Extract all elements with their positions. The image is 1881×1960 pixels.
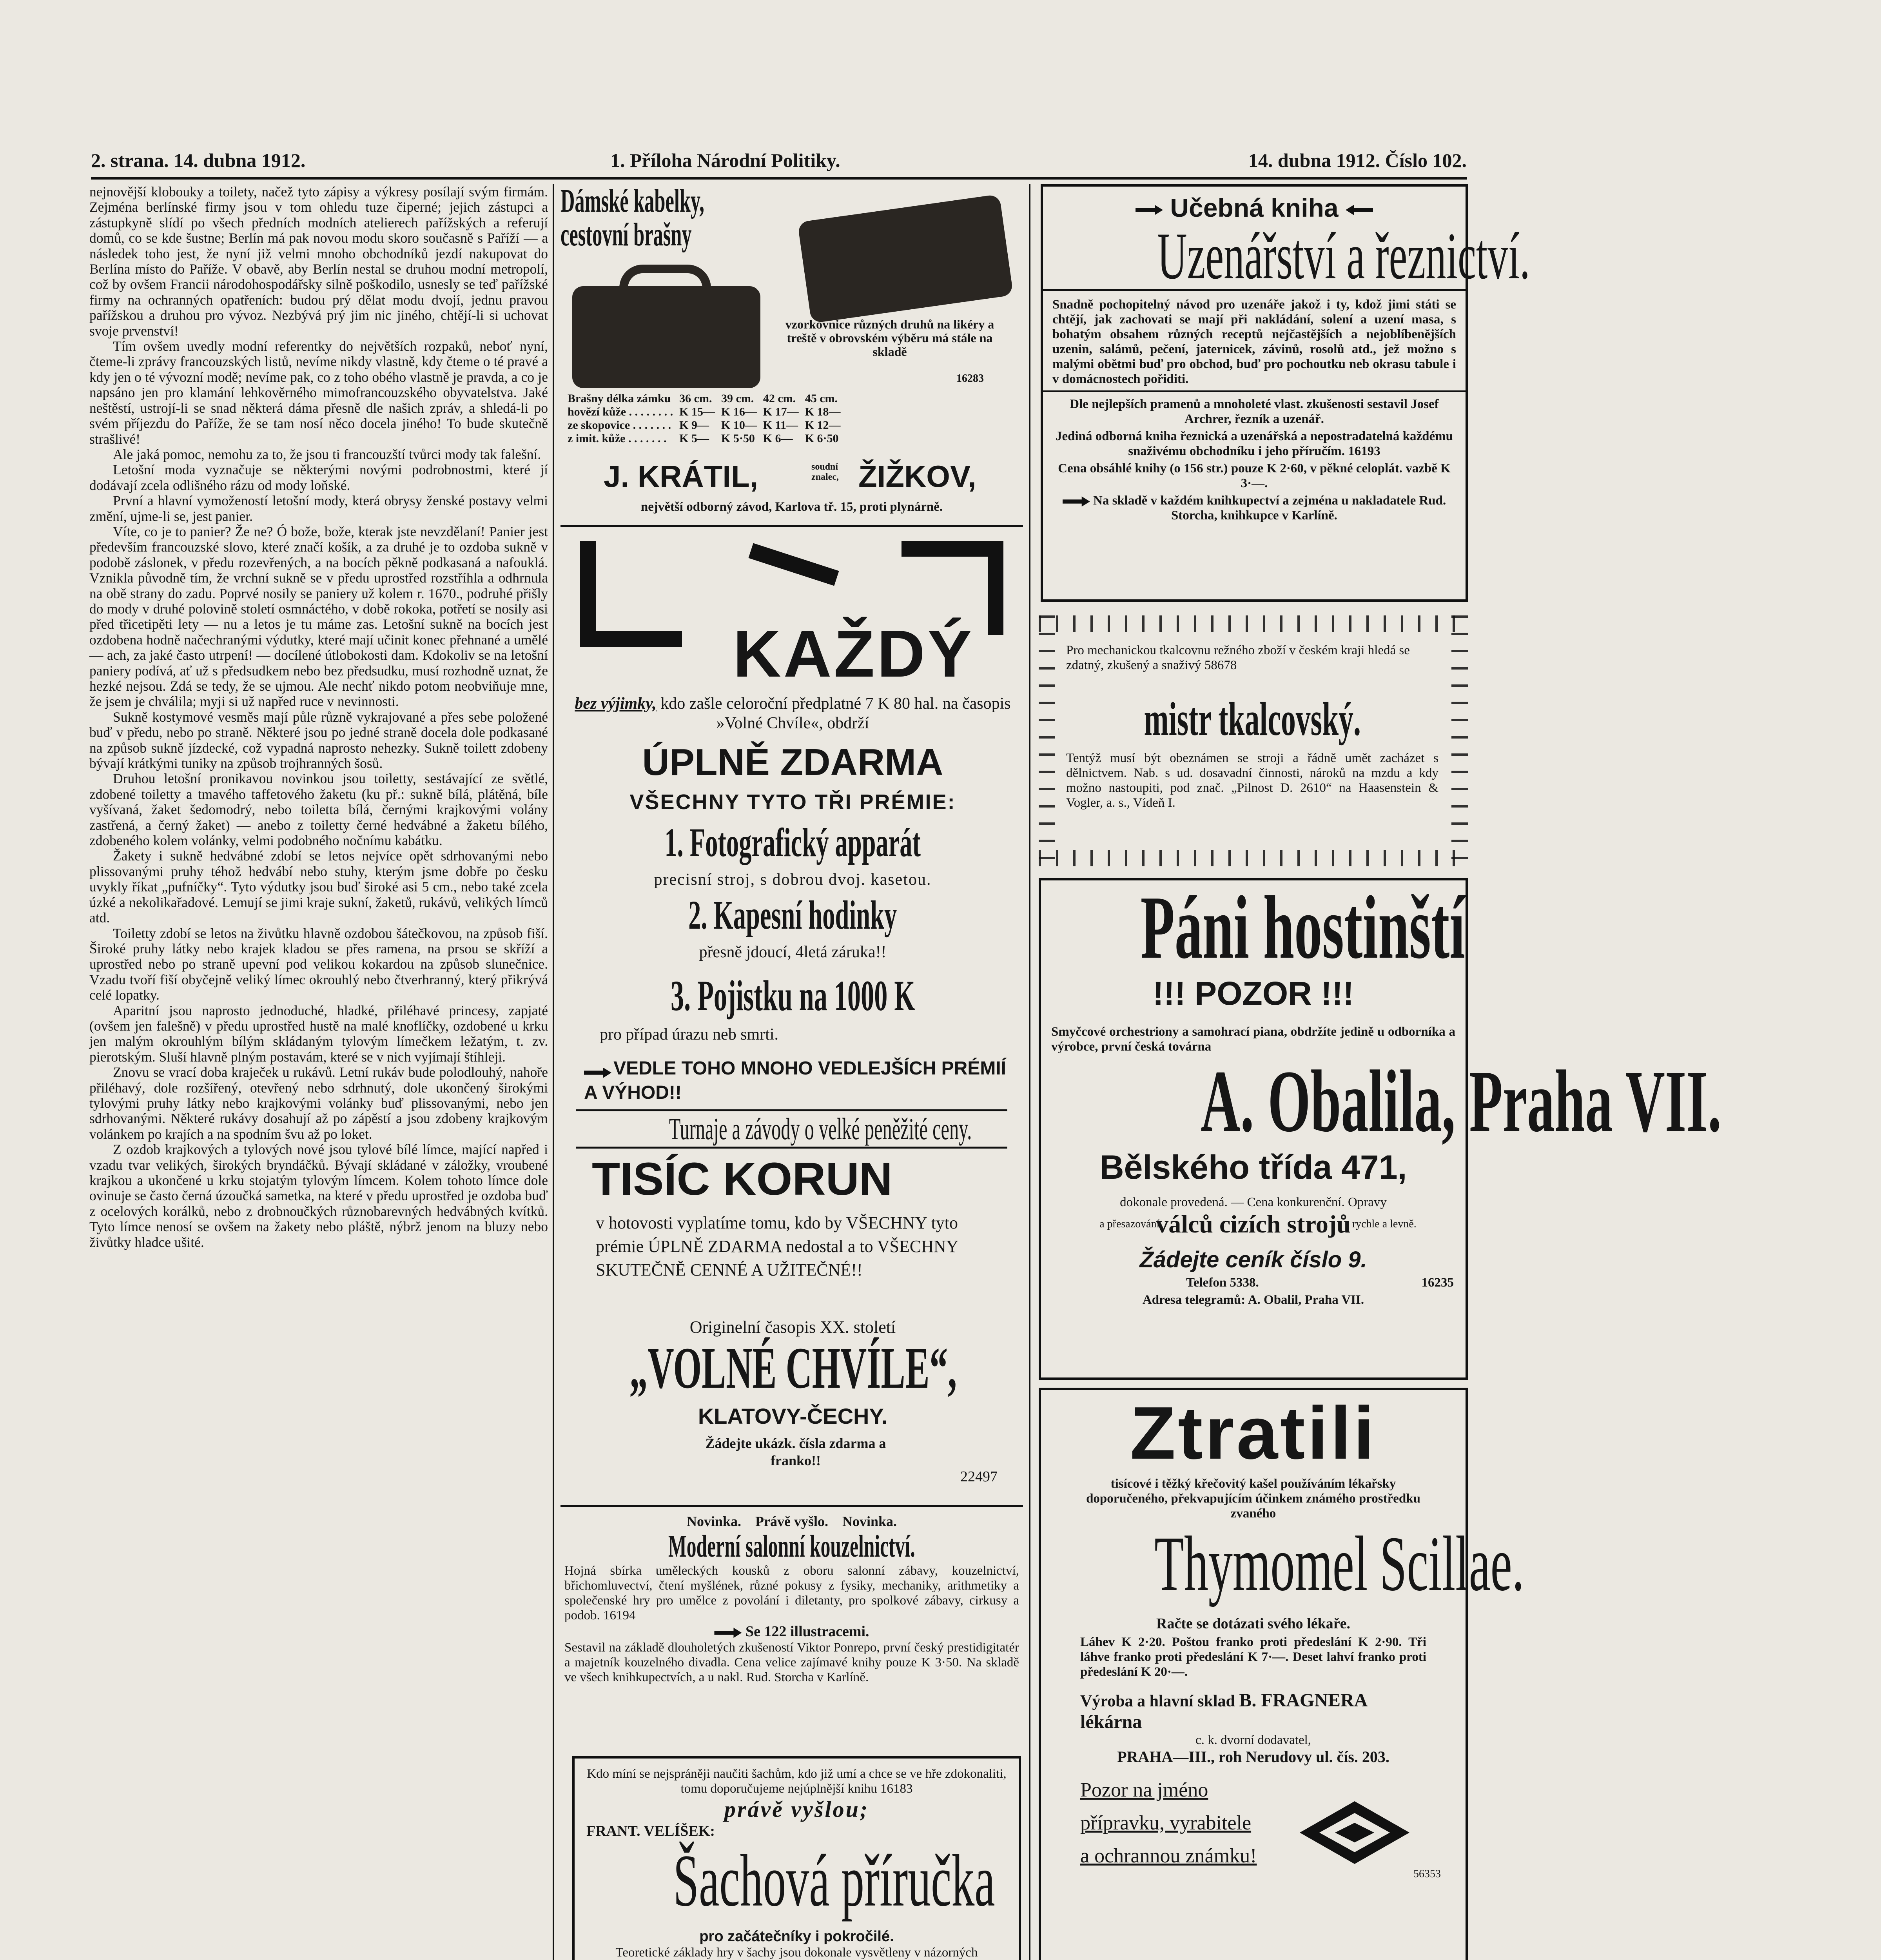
ad-obalil (1039, 877, 1721, 1380)
ad-bags-code: 16283 (956, 372, 984, 385)
ad-obalil-code: 16235 (1421, 1276, 1454, 1290)
article-paragraph: Druhou letošní pronikavou novinkou jsou toiletty, sestávající ze světlé, zdobené toiletty a tmavého taffetového žaketu (ku př.: sukně bílá, plátěná, bíle vyšívaná, žaket šedomodrý, nebo toiletta bílá, černými krajkovými volány zastřená, a černý žaket) — anebo z toiletty černé hedvábné a žaketu bílého, zdobeného kolem volánky, velmi podobného nočnímu kabátku. (89, 771, 548, 849)
ad-kazdy-prize2-sub: přesně jdoucí, 4letá záruka!! (699, 943, 887, 961)
ad-ztratil-product: Thymomel Scillae. (1154, 1521, 1524, 1607)
article-paragraph: nejnovější klobouky a toilety, načež tyto zápisy a výkresy posílají svým firmám. Zejména berlínské firmy jsou v tom ohledu tuze čiperné; jejich zástupci a zástupkyně slídí po všech předních modních atelierech pařížských a referují domů, co se kde šustne; Berlín má pak novou modu skoro současně s Paříží — a následek toho jest, že nyní již velmi mnoho obchodníků jezdí nakupovat do Berlína místo do Paříže. V obavě, aby Berlín nestal se druhou modní metropolí, což by ovšem Francii národohospodářsky silně poškodilo, usnesly se teď pařížské firmy na ochranných opatřeních: budou prý dělat modu dvojí, jednu pravou pařížskou a druhou pro vývoz. Nezbývá prý jim nic jiného, chtějí-li si uchovat svoje prvenství! (89, 184, 548, 339)
ad-ztratil-addr: PRAHA—III., roh Nerudovy ul. čís. 203. (1117, 1748, 1389, 1766)
ad-bags-price-table (564, 392, 844, 445)
article-paragraph: Sukně kostymové vesměs mají půle různě vykrajované a přes sebe položené buď v předu, nebo po straně. Některé jsou po jedné straně docela dole podkasané na způsob sukně jízdecké, což vypadná naprosto nehezky. Sukně toilett zdobeny bývají krátkými tuniky na způsob trojhranných šosů. (89, 709, 548, 771)
pointing-hand-icon (1063, 496, 1090, 506)
ad-kazdy-contests: Turnaje a závody o velké peněžité ceny. (669, 1112, 972, 1146)
ad-tkalc-title: mistr tkalcovský. (1144, 693, 1361, 746)
ad-bags-maker: J. KRÁTIL, (604, 459, 758, 494)
ad-obalil-pozor: !!! POZOR !!! (1152, 975, 1354, 1012)
price-cell: z imit. kůže . . . . . . . (568, 432, 667, 445)
ad-kazdy-prize3-sub: pro případ úrazu neb smrti. (600, 1025, 779, 1044)
price-cell: K 16— (721, 405, 757, 418)
ad-kazdy-cash: v hotovosti vyplatíme tomu, kdo by VŠECHNY tyto prémie ÚPLNĚ ZDARMA nedostal a to VŠECHNY SKUTEČNĚ CENNÉ A UŽITEČNÉ!! (596, 1213, 958, 1279)
pointing-hand-icon (1135, 205, 1163, 215)
ad-kazdy-prize1-sub: precisní stroj, s dobrou dvoj. kasetou. (654, 871, 932, 889)
ad-tkalc-intro: Pro mechanickou tkalcovnu režného zboží v českém kraji hledá se zdatný, zkušený a snaživý (1066, 643, 1410, 672)
ad-obalil-title: Páni hostinští (1140, 877, 1465, 977)
ad-bags-maker-note: soudní znalec, (811, 462, 839, 482)
ad-sach (572, 1756, 1021, 1960)
ad-sach-intro: Kdo míní se nejspráněji naučiti šachům, kdo již umí a chce se ve hře zdokonaliti, tomu doporučujeme nejúplnější knihu (587, 1767, 1007, 1796)
column-rule-2 (1029, 184, 1030, 1960)
article-paragraph: Víte, co je to panier? Že ne? Ó bože, bože, kterak jste nevzdělaní! Panier jest především francouzské slovo, které značí košík, a za druhé je to ozdoba sukně v podobě záslonek, v předu rozevřených, a na bocích pěkně podkasaná a nafouklá. Vznikla původně tím, že vrchní sukně se v předu uprostřed rozstříhla a odhrnula na obě strany do zadu. Poprvé nosily se paniery už kolem r. 1670., podruhé přišly do mody v druhé polovině století osmnáctého, v době rokoka, potřetí se nosily asi před třicetipěti lety — nu a letos je tu máme zas. Letošní sukně na bocích jest ozdobena hodně načechranými výdutky, které mají učinit konec přehnané a umělé — ach, za jaké často utrpení! — docílené útlobokosti dam. Kdokoliv se na letošní paniery podívá, ať už s předsudkem nebo bez předsudku, musí rozhodně uznat, že hezké nejsou. Zdá se tedy, že se ujmou. Ale nechť nikdo potom neobviňuje mne, že jsem je chválila; myji si už napřed ruce v nevinnosti. (89, 523, 548, 710)
bag-large-image (797, 194, 1013, 323)
ad-ztratil-maker2: B. FRAGNERA lékárna (1080, 1690, 1367, 1732)
header-left: 2. strana. 14. dubna 1912. (91, 149, 306, 171)
ad-obalil-ask: Žádejte ceník číslo 9. (1139, 1247, 1367, 1272)
price-cell: K 15— (679, 405, 715, 418)
price-cell: K 6·50 (805, 432, 839, 445)
ad-ztratil-title: Ztratili (1130, 1392, 1377, 1475)
ad-kazdy-code: 22497 (960, 1468, 998, 1485)
ad-kazdy-sample: Žádejte ukázk. čísla zdarma a franko!! (705, 1436, 886, 1468)
ad-ztratil-code: 56353 (1413, 1868, 1441, 1880)
decorative-border-left (1039, 615, 1055, 866)
ad-uzen-price: Cena obsáhlé knihy (o 156 str.) pouze K 2·60, v pěkné celoplát. vazbě K 3·—. (1058, 461, 1451, 490)
header-center: 1. Příloha Národní Politiky. (610, 149, 840, 171)
ad-kazdy-thousand: TISÍC KORUN (592, 1153, 892, 1205)
ad-uzen-text2: Dle nejlepších pramenů a mnoholeté vlast. zkušenosti sestavil Josef Archrer, řezník a uzenář. (1043, 390, 1466, 426)
ad-obalil-phone: Telefon 5338. (1186, 1276, 1259, 1290)
ad-obalil-line1: dokonale provedená. — Cena konkurenční. Opravy (1120, 1195, 1387, 1209)
price-cell: K 10— (721, 419, 757, 432)
pointing-hand-icon (584, 1068, 611, 1078)
ad-ztratil-maker3: c. k. dvorní dodavatel, (1195, 1733, 1311, 1747)
price-cell: ze skopovice . . . . . . . (568, 419, 671, 432)
ad-ztratil (1039, 1388, 1524, 1960)
price-cell: K 5·50 (721, 432, 755, 445)
price-header: 36 cm. (679, 392, 712, 405)
ad-kazdy-magazine: „VOLNÉ CHVÍLE“, (629, 1336, 957, 1401)
ad-kazdy-besides: VEDLE TOHO MNOHO VEDLEJŠÍCH PRÉMIÍ A VÝHOD!! (584, 1058, 1006, 1103)
ad-uzen-text: Snadně pochopitelný návod pro uzenáře jakož i ty, kdož jimi státi se chtějí, jak zachovati se mají při nakládání, solení a uzení masa, s bohatým obsahem různých receptů nejčastějších a nejoblíbenějších uzenin, salámů, pečení, jaternicek, závinů, rosolů atd., jež možno s malými obětmi buď pro obchod, buď pro pochoutku neb okrasu tabule i v domácnostech pořiditi. (1043, 289, 1466, 387)
ad-ztratil-warn: Pozor na jméno přípravku, vyrabitele a ochrannou známku! (1080, 1779, 1257, 1867)
ad-kazdy-prize2: 2. Kapesní hodinky (688, 893, 897, 938)
price-header: 39 cm. (721, 392, 754, 405)
ad-uzen-code: 16193 (1348, 444, 1380, 458)
ad-sach-text: Teoretické základy hry v šachy jsou dokonale vysvětleny v názorných (615, 1945, 978, 1960)
price-cell: K 18— (805, 405, 841, 418)
ad-kazdy-intro-block (568, 694, 1017, 733)
decorative-border-top (1039, 615, 1468, 632)
ad-kazdy-prize3: 3. Pojistku na 1000 K (670, 972, 915, 1020)
pointing-hand-icon (1346, 205, 1373, 215)
ad-sach-title: Šachová příručka (673, 1840, 995, 1922)
ad-kazdy (568, 537, 1017, 1497)
ad-bags-footer: největší odborný závod, Karlova tř. 15, proti plynárně. (640, 500, 943, 514)
price-cell: K 11— (763, 419, 798, 432)
pointing-hand-icon (714, 1628, 742, 1638)
ad-bags-title2: cestovní brašny (560, 216, 692, 253)
ad-tkalc-code: 58678 (1204, 658, 1237, 672)
ad-tkalc (1039, 615, 1468, 866)
column-rule-1 (553, 184, 554, 1960)
price-cell: K 12— (805, 419, 841, 432)
ad-ztratil-text: tisícové i těžký křečovitý kašel používáním lékařsky doporučeného, překvapujícím účinkem známého prostředku zvaného (1086, 1477, 1420, 1521)
ad-sach-author: FRANT. VELÍŠEK: (586, 1823, 715, 1839)
article-paragraph: Tím ovšem uvedly modní referentky do největších rozpaků, neboť nyní, čteme-li zprávy francouzských listů, nevíme nikdy vlastně, kdy čteme o té pravé a kdy jen o té vývozní modě; nevíme pak, co z toho obého vlastně je pravda, a co je napsáno jen pro klamání lehkověrného mimofrancouzského obyvatelstva. Jaké neštěstí, ustrojí-li se snad některá dáma přesně dle našich zpráv, a shledá-li po svém příjezdu do Paříže, že se tam nosí něco docela jiného! To bude skutečně strašlivé! (89, 338, 548, 447)
ad-obalil-line2a: a přesazování (1099, 1218, 1160, 1230)
price-cell: K 5— (679, 432, 709, 445)
ad-obalil-line2c: rychle a levně. (1352, 1218, 1417, 1230)
ad-kazdy-three: VŠECHNY TYTO TŘI PRÉMIE: (629, 790, 956, 814)
price-cell: K 6— (763, 432, 793, 445)
ad-bags-city: ŽIŽKOV, (858, 459, 976, 494)
ad-bags-title1: Dámské kabelky, (560, 183, 704, 219)
price-cell: K 17— (763, 405, 799, 418)
ad-kazdy-prize1: 1. Fotografický apparát (664, 820, 921, 865)
price-cell: K 9— (679, 419, 709, 432)
ad-kazdy-headline: KAŽDÝ (733, 617, 974, 691)
ad-ztratil-text2: Láhev K 2·20. Poštou franko proti předeslání K 2·90. Tři láhve franko proti předeslání K 7·—. Deset lahví franko proti předeslání K 20·—. (1080, 1635, 1426, 1679)
ad-kazdy-free: ÚPLNĚ ZDARMA (642, 741, 943, 783)
ad-obalil-line2b: válců cizích strojů (1156, 1210, 1351, 1238)
article-paragraph: Letošní moda vyznačuje se některými novými podrobnostmi, které jí dodávají zcela odlišného rázu od mody loňské. (89, 462, 548, 493)
ad-bags-text: vzorkovnice různých druhů na likéry a treště v obrovském výběru má stále na skladě (785, 317, 994, 359)
ad-kouzla (560, 1513, 1023, 1760)
price-cell: hovězí kůže . . . . . . . . (568, 405, 673, 418)
price-header: 45 cm. (805, 392, 838, 405)
ad-kazdy-intro: kdo zašle celoroční předplatné 7 K 80 hal. na časopis »Volné Chvíle«, obdrží (660, 695, 1011, 732)
decorative-border-right (1451, 615, 1468, 866)
ad-obalil-text: Smyčcové orchestriony a samohrací piana, obdržíte jedině u odborníka a výrobce, první česká továrna (1051, 1025, 1455, 1054)
ad-obalil-street: Bělského třída 471, (1099, 1149, 1407, 1186)
ad-kazdy-place: KLATOVY-ČECHY. (698, 1404, 888, 1428)
ad-obalil-name: A. Obalila, Praha VII. (1201, 1052, 1721, 1150)
article-paragraph: Aparitní jsou naprosto jednoduché, hladké, přiléhavé princesy, zapjaté (ovšem jen falešně) v předu uprostřed hustě na malé knoflíčky, ozdobené u krku jen malým okrouhlým bílým skládaným tylovým límečkem ležatým, t. zv. pierotským. Sluší hlavně plným postavám, které se v nich vyjímají štíhleji. (89, 1002, 548, 1065)
ad-kouzla-sub: Se 122 illustracemi. (745, 1623, 869, 1640)
ad-kazdy-original: Originelní časopis XX. století (689, 1318, 896, 1337)
page-header (91, 149, 1467, 176)
ad-uzen-top: Učebná kniha (1170, 193, 1339, 222)
article-paragraph: Toiletty zdobí se letos na živůtku hlavně ozdobou šátečkovou, na způsob fiší. Široké pruhy látky nebo krajek kladou se přes ramena, na prsou se skříží a uprostřed nebo po straně upevní pod velikou kokardou na způsob slunečnice. Vzadu tvoří fiší obyčejně veliký límec okrouhlý nebo čtverhranný, který přikrývá celé lopatky. (89, 925, 548, 1003)
ad-ztratil-maker1: Výroba a hlavní sklad (1080, 1692, 1235, 1710)
header-right: 14. dubna 1912. Číslo 102. (1248, 149, 1467, 171)
ad-kouzla-title: Moderní salonní kouzelnictví. (668, 1529, 915, 1564)
ad-kouzla-text2: Sestavil na základě dlouholetých zkušeností Viktor Ponrepo, první český prestidigitatér a majetník kouzelného divadla. Cena velice zajímavé knihy pouze K 3·50. Na skladě ve všech knihkupectvích, a u nakl. Rud. Storcha v Karlíně. (564, 1641, 1019, 1684)
ad-sach-just: právě vyšlou; (724, 1797, 869, 1822)
ad-separator (560, 525, 1023, 527)
ad-uzen-avail: Na skladě v každém knihkupectví a zejména u nakladatele Rud. Storcha, knihkupce v Karlíně. (1093, 494, 1446, 523)
ad-uzen (1041, 184, 1530, 602)
ad-kouzla-code: 16194 (603, 1608, 636, 1622)
decorative-border-bottom (1039, 850, 1468, 866)
ad-bags (560, 184, 1023, 521)
article-paragraph: Ale jaká pomoc, nemohu za to, že jsou ti francouzští tvůrci mody tak falešní. (113, 446, 541, 462)
ad-separator (560, 1505, 1023, 1507)
article-paragraph: Znovu se vrací doba kraječek u rukávů. Letní rukáv bude polodlouhý, nahoře přiléhavý, dole rozšířený, otevřený nebo sdrhnutý, dole ukončený širokými tylovými pruhy látky nebo krajkovými volánky buď plissovanými, nebo jen sdrhovanými. Některé rukávy dosahují až po zápěstí a jsou zdobeny krajkovým volánkem po krajích a na spodním švu až po loket. (89, 1064, 548, 1142)
article-paragraph: První a hlavní vymožeností letošní mody, která obrysy ženské postavy velmi změní, ujme-li se, jest panier. (89, 493, 548, 524)
ad-uzen-title: Uzenářství a řeznictví. (1157, 219, 1530, 293)
ad-sach-code: 16183 (880, 1782, 913, 1796)
ad-kouzla-top: Novinka. Právě vyšlo. Novinka. (686, 1514, 897, 1529)
ad-tkalc-text: Tentýž musí být obeznámen se stroji a řádně umět zacházet s dělnictvem. Nab. s ud. dosavadní činnosti, nároků na mzdu a kdy možno nastoupiti, pod znač. „Pilnost D. 2610“ na Haasenstein & Vogler, a. s., Vídeň I. (1066, 751, 1438, 810)
ad-uzen-text3: Jediná odborná kniha řeznická a uzenářská a nepostradatelná každému snaživému obchodníku i jeho příručím. (1056, 429, 1453, 458)
article-paragraph: Z ozdob krajkových a tylových nové jsou tylové bílé límce, mající napřed i vzadu tvar velikých, širokých bryndáčků. Bývají skládané v záložky, vroubené krajkou a ukončené u krku stojatým tylovým límcem. Kolem tohoto límce dole ovinuje se často černá úzoučká sametka, na které v předu uprostřed je ozdoba buď z ocelových korálků, nebo z drobnoučkých různobarevných hedvábných kvítků. Tyto límce nenosí se ovšem na žakety nebo pláště, nýbrž jenom na bluzy nebo živůtky hladce ušité. (89, 1142, 548, 1250)
ad-kazdy-intro-em: bez výjimky, (575, 695, 657, 713)
ad-obalil-telegram: Adresa telegramů: A. Obalil, Praha VII. (1142, 1293, 1364, 1307)
header-rule (91, 177, 1467, 180)
article-column (89, 184, 548, 1960)
price-header: Brašny délka zámku (568, 392, 671, 405)
article-paragraph: Žakety i sukně hedvábné zdobí se letos nejvíce opět sdrhovanými nebo plissovanými pruhy téhož hedvábí nebo stuhy, kterým jsme dobře po česku uvykly říkat „pufníčky“. Tyto výdutky jsou buď široké asi 5 cm., nebo také zcela úzké a nekolikařadové. Lemují se jimi kraje sukní, žaketů, rukávů, velikých límců atd. (89, 848, 548, 926)
bag-handle-image (619, 265, 711, 309)
ad-kouzla-text: Hojná sbírka uměleckých kousků z oboru salonní zábavy, kouzelnictví, břichomluvectví, čtení myšlének, různé pokusy z fysiky, mechaniky, arithmetiky a společenské hry pro umělce z povolání i diletanty, pro spolkové zábavy, cirkusy a podob. (564, 1564, 1019, 1622)
ad-ztratil-ask: Račte se dotázati svého lékaře. (1156, 1615, 1350, 1632)
price-header: 42 cm. (763, 392, 796, 405)
trademark-logo (1296, 1793, 1413, 1872)
ad-sach-sub: pro začátečníky i pokročilé. (699, 1928, 894, 1945)
